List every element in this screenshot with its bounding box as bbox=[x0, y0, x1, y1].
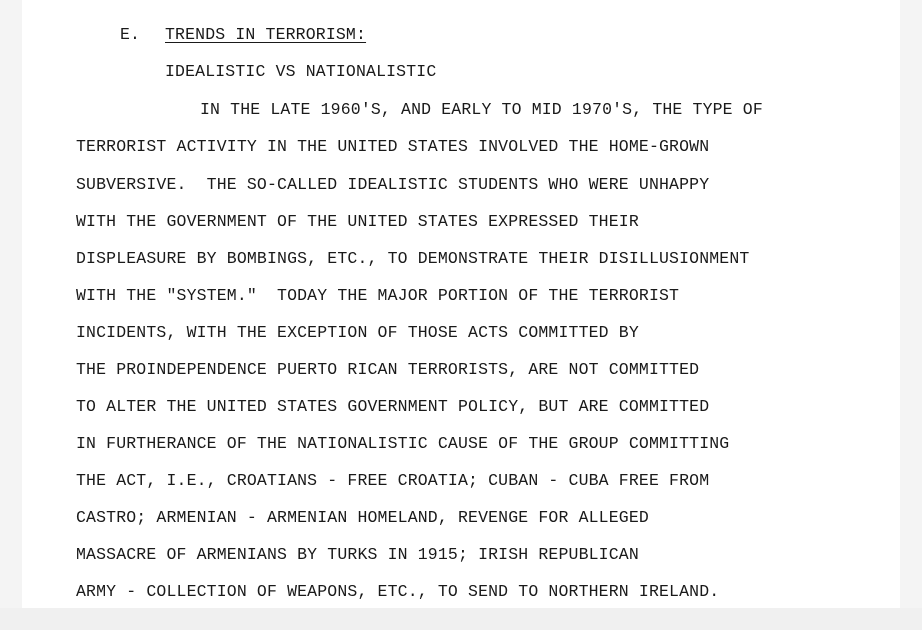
page-bottom-shadow bbox=[0, 608, 922, 630]
body-line: SUBVERSIVE. THE SO-CALLED IDEALISTIC STUDENTS WHO WERE UNHAPPY bbox=[76, 175, 710, 194]
section-heading: TRENDS IN TERRORISM: bbox=[165, 25, 367, 44]
body-line: IN THE LATE 1960'S, AND EARLY TO MID 1970'S, THE TYPE OF bbox=[200, 100, 763, 119]
body-line: TO ALTER THE UNITED STATES GOVERNMENT POLICY, BUT ARE COMMITTED bbox=[76, 397, 710, 416]
body-line: THE ACT, I.E., CROATIANS - FREE CROATIA; CUBAN - CUBA FREE FROM bbox=[76, 471, 710, 490]
body-line: WITH THE "SYSTEM." TODAY THE MAJOR PORTION OF THE TERRORIST bbox=[76, 286, 680, 305]
body-line: TERRORIST ACTIVITY IN THE UNITED STATES INVOLVED THE HOME-GROWN bbox=[76, 137, 710, 156]
body-line: CASTRO; ARMENIAN - ARMENIAN HOMELAND, REVENGE FOR ALLEGED bbox=[76, 508, 649, 527]
document-page bbox=[22, 0, 900, 630]
section-subheading: IDEALISTIC VS NATIONALISTIC bbox=[165, 62, 437, 81]
body-line: ARMY - COLLECTION OF WEAPONS, ETC., TO SEND TO NORTHERN IRELAND. bbox=[76, 582, 720, 601]
body-line: IN FURTHERANCE OF THE NATIONALISTIC CAUSE OF THE GROUP COMMITTING bbox=[76, 434, 730, 453]
body-line: WITH THE GOVERNMENT OF THE UNITED STATES EXPRESSED THEIR bbox=[76, 212, 639, 231]
body-line: MASSACRE OF ARMENIANS BY TURKS IN 1915; IRISH REPUBLICAN bbox=[76, 545, 639, 564]
section-letter: E. bbox=[120, 25, 141, 44]
body-line: DISPLEASURE BY BOMBINGS, ETC., TO DEMONSTRATE THEIR DISILLUSIONMENT bbox=[76, 249, 750, 268]
body-line: THE PROINDEPENDENCE PUERTO RICAN TERRORISTS, ARE NOT COMMITTED bbox=[76, 360, 700, 379]
body-line: INCIDENTS, WITH THE EXCEPTION OF THOSE ACTS COMMITTED BY bbox=[76, 323, 639, 342]
